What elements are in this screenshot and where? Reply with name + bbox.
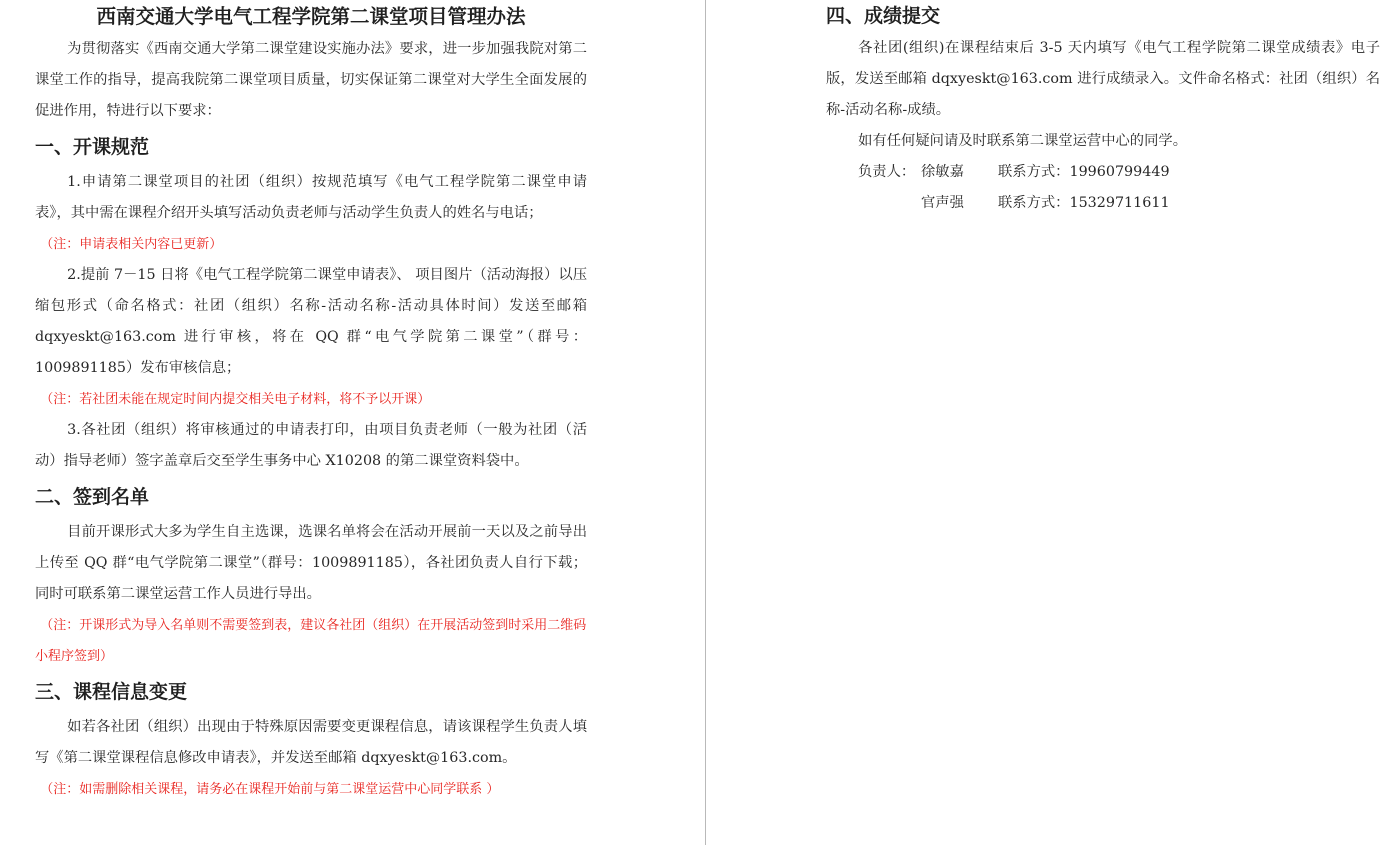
section-heading-sign-in-list: 二、签到名单 <box>35 486 150 508</box>
contact-hint-paragraph: 如有任何疑问请及时联系第二课堂运营中心的同学。 <box>858 133 1187 149</box>
course-change-note: （注：如需删除相关课程，请务必在课程开始前与第二课堂运营中心同学联系 ） <box>40 782 500 797</box>
contact-name-1: 徐敏嘉 <box>921 164 964 180</box>
sign-in-list-paragraph: 目前开课形式大多为学生自主选课，选课名单将会在活动开展前一天以及之前导出上传至 QQ 群“电气学院第二课堂”（群号：1009891185），各社团负责人自行下载；同时可联系第二课堂运营工作人员进行导出。 <box>35 524 587 602</box>
course-rules-item-2: 2.提前 7－15 日将《电气工程学院第二课堂申请表》、 项目图片（活动海报）以压缩包形式（命名格式：社团（组织）名称-活动名称-活动具体时间）发送至邮箱 dqxyeskt@163.com 进行审核，将在 QQ 群“电气学院第二课堂”（群号：1009891185）发布审核信息； <box>35 267 587 376</box>
section-heading-course-change: 三、课程信息变更 <box>35 681 188 703</box>
contact-row-2 <box>826 188 1380 219</box>
section-heading-grade-submission: 四、成绩提交 <box>826 5 941 27</box>
responsible-label: 负责人： <box>858 164 916 180</box>
document-title: 西南交通大学电气工程学院第二课堂项目管理办法 <box>96 5 526 28</box>
contact-name-2: 官声强 <box>921 195 964 211</box>
page-divider <box>705 0 706 845</box>
document-page-right <box>707 0 1387 845</box>
course-rules-note-2: （注：若社团未能在规定时间内提交相关电子材料，将不予以开课） <box>40 392 431 407</box>
course-rules-item-3: 3.各社团（组织）将审核通过的申请表打印，由项目负责老师（一般为社团（活动）指导老师）签字盖章后交至学生事务中心 X10208 的第二课堂资料袋中。 <box>35 422 587 469</box>
page-right-content <box>826 0 1380 219</box>
contact-phone-1: 19960799449 <box>1069 164 1170 180</box>
course-change-paragraph: 如若各社团（组织）出现由于特殊原因需要变更课程信息，请该课程学生负责人填写《第二课堂课程信息修改申请表》，并发送至邮箱 dqxyeskt@163.com。 <box>35 719 587 766</box>
contact-row-1 <box>826 157 1380 188</box>
page-left-content <box>35 0 587 805</box>
contact-phone-label-1: 联系方式： <box>998 164 1070 180</box>
intro-paragraph: 为贯彻落实《西南交通大学第二课堂建设实施办法》要求，进一步加强我院对第二课堂工作的指导，提高我院第二课堂项目质量，切实保证第二课堂对大学生全面发展的促进作用，特进行以下要求： <box>35 41 587 119</box>
sign-in-list-note: （注：开课形式为导入名单则不需要签到表，建议各社团（组织）在开展活动签到时采用二维码小程序签到） <box>35 618 587 664</box>
course-rules-note-1: （注：申请表相关内容已更新） <box>40 237 223 252</box>
section-heading-course-rules: 一、开课规范 <box>35 136 150 158</box>
contact-phone-2: 15329711611 <box>1069 195 1170 211</box>
contact-phone-label-2: 联系方式： <box>998 195 1070 211</box>
grade-submission-paragraph: 各社团(组织)在课程结束后 3-5 天内填写《电气工程学院第二课堂成绩表》电子版，发送至邮箱 dqxyeskt@163.com 进行成绩录入。文件命名格式：社团（组织）名称-活动名称-成绩。 <box>826 40 1380 118</box>
course-rules-item-1: 1.申请第二课堂项目的社团（组织）按规范填写《电气工程学院第二课堂申请表》，其中需在课程介绍开头填写活动负责老师与活动学生负责人的姓名与电话； <box>35 174 587 221</box>
